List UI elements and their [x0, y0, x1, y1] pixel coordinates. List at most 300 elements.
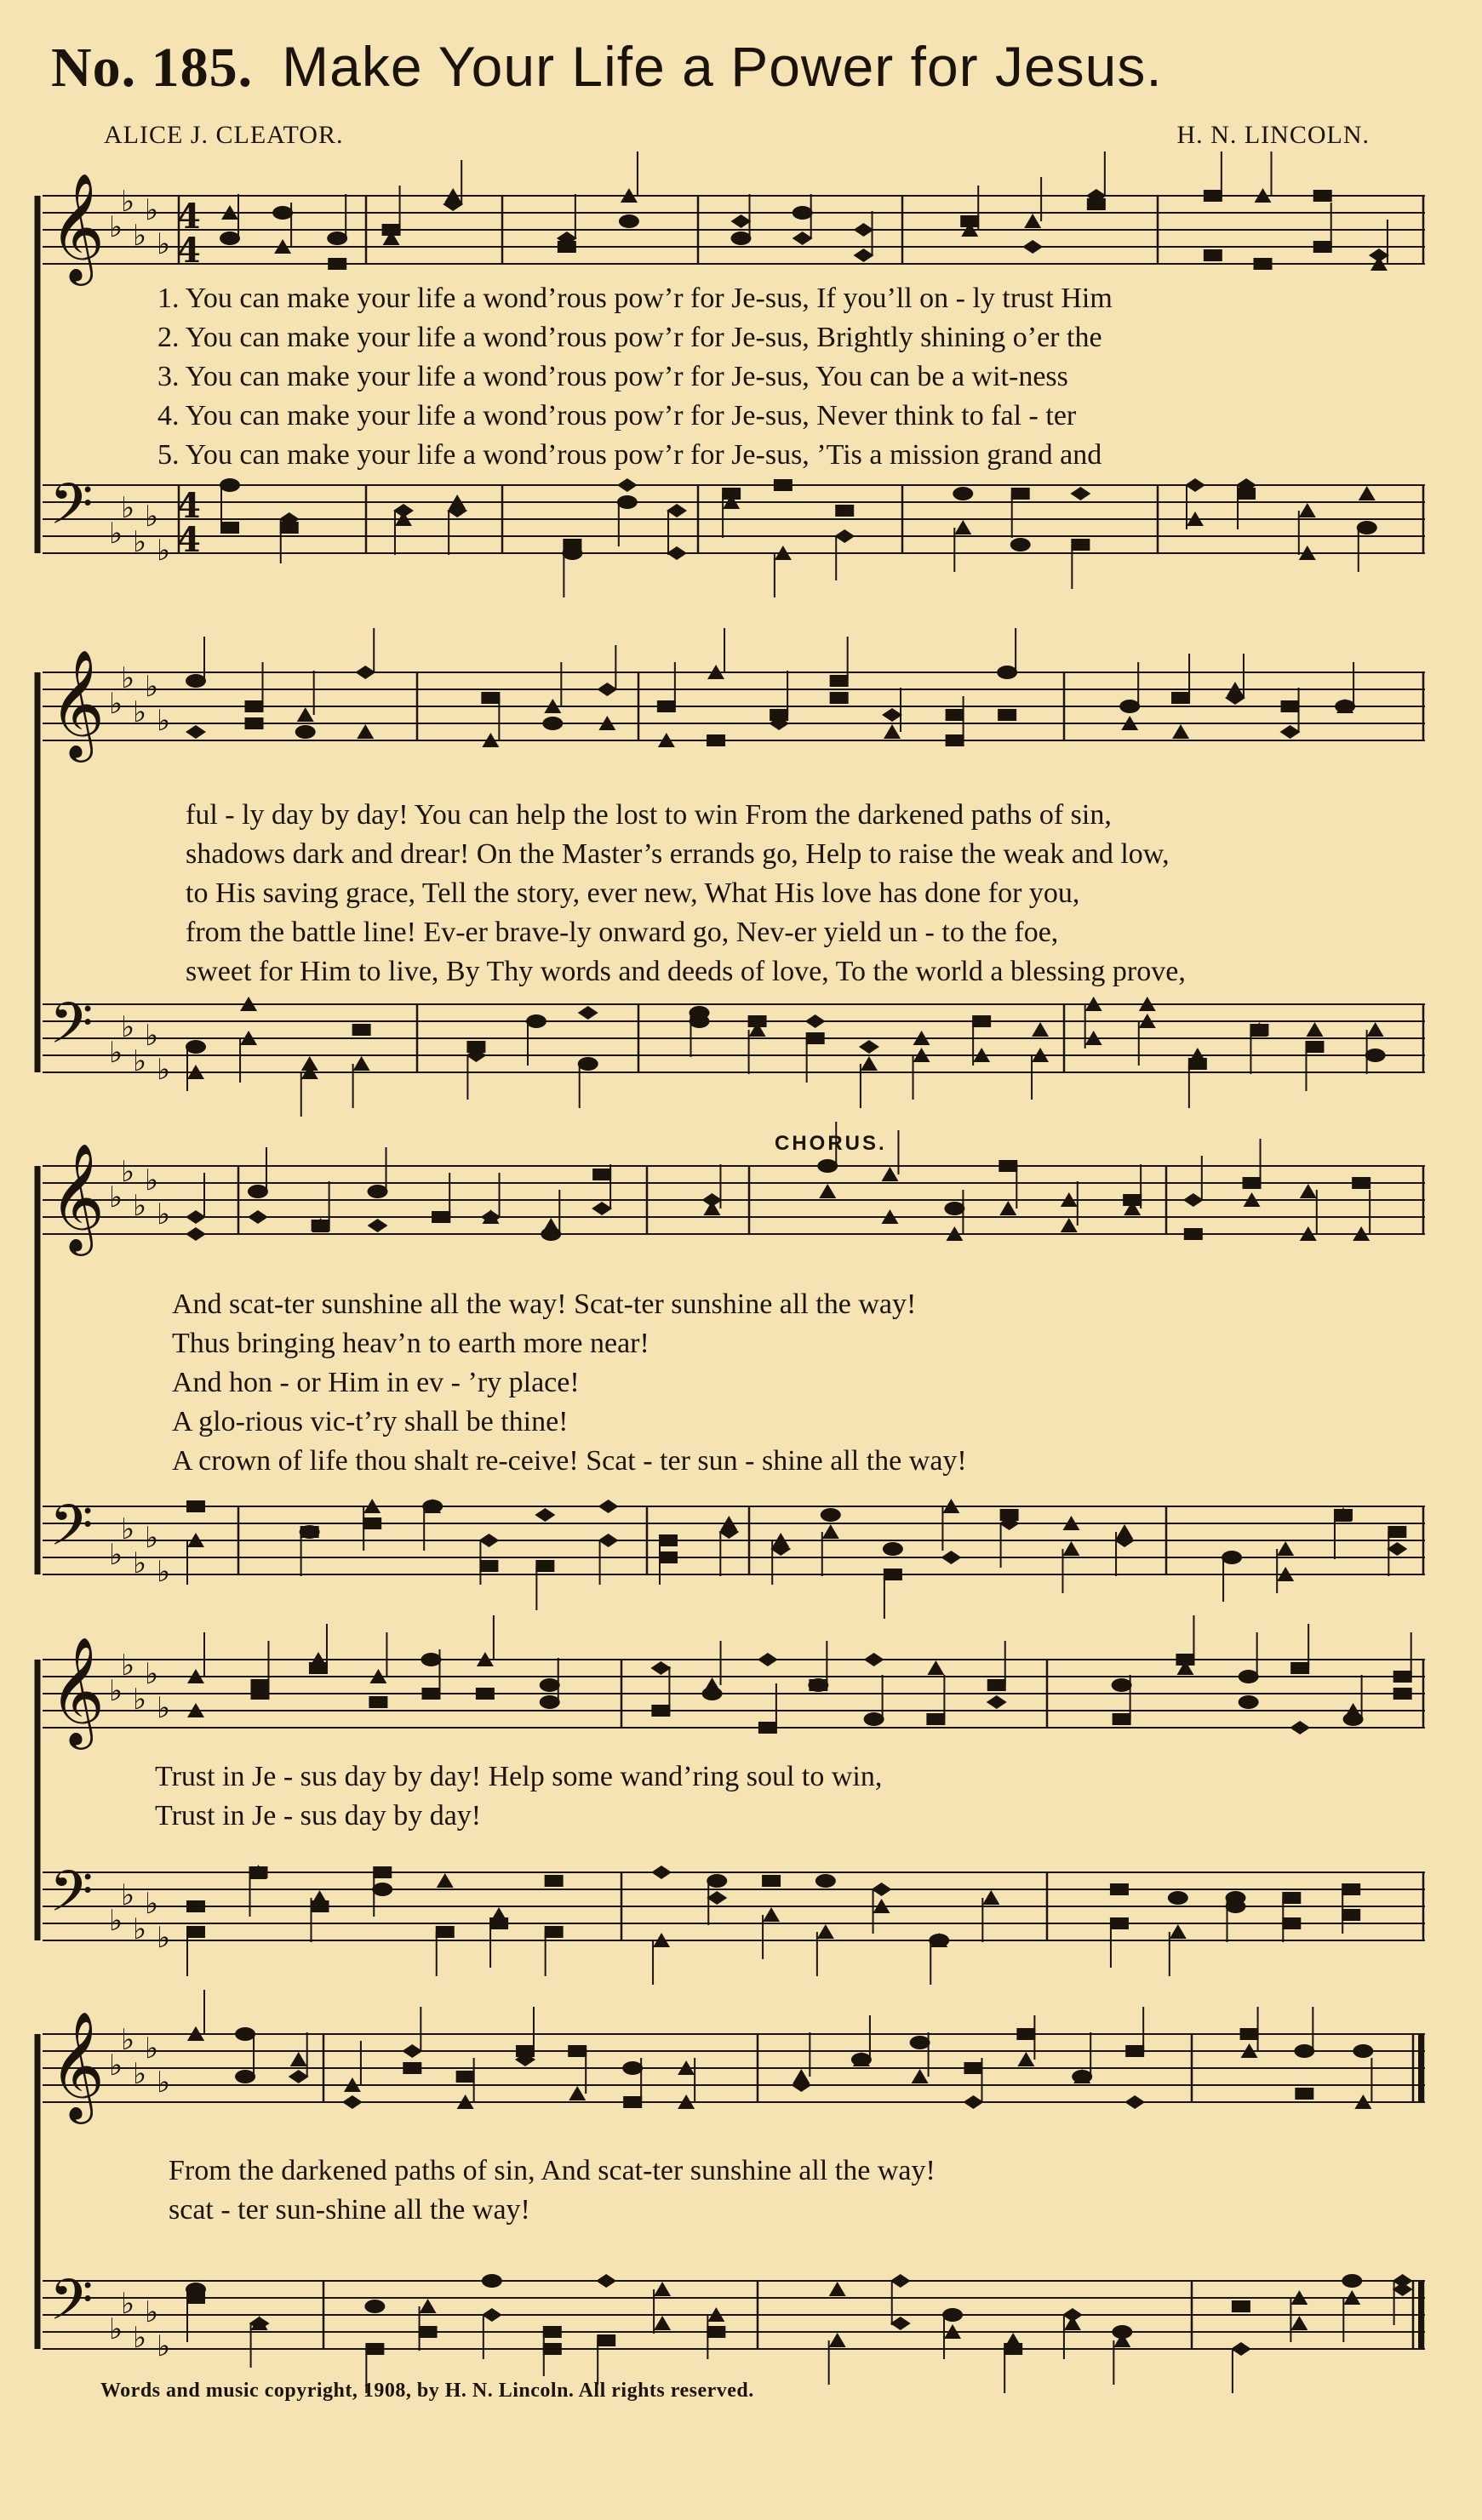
shape-note-head	[830, 692, 849, 704]
shape-note-head	[910, 2036, 930, 2049]
time-signature-bottom: 4	[177, 520, 201, 560]
shape-note-head	[912, 2069, 929, 2083]
flat-sign-icon: ♭	[157, 2066, 171, 2100]
lyric-line: And hon - or Him in ev - ’ry place!	[172, 1367, 580, 1398]
treble-staff	[43, 628, 1425, 763]
flat-sign-icon: ♭	[133, 525, 147, 559]
lyric-line: to His saving grace, Tell the story, ever new, What His love has done for you,	[186, 877, 1080, 909]
shape-note-head	[854, 249, 874, 262]
shape-note-head	[806, 1032, 825, 1044]
lyric-line: 4. You can make your life a wond’rous pow’r for Je-sus, Never think to fal - ter	[157, 400, 1077, 431]
shape-note-head	[244, 700, 263, 712]
lyric-line: 2. You can make your life a wond’rous pow’r for Je-sus, Brightly shining o’er the	[157, 322, 1102, 353]
shape-note-head	[1204, 190, 1222, 202]
shape-note-head	[1369, 249, 1389, 262]
shape-note-head	[667, 546, 687, 560]
shape-note-head	[881, 1167, 898, 1181]
shape-note-head	[1294, 2044, 1314, 2058]
shape-note-head	[1277, 1541, 1294, 1556]
flat-sign-icon: ♭	[133, 1189, 147, 1223]
shape-note-head	[657, 700, 676, 712]
shape-note-head	[998, 1160, 1017, 1172]
shape-note-head	[578, 1006, 598, 1020]
shape-note-head	[872, 1883, 892, 1896]
music-system-2	[26, 647, 1430, 1089]
shape-note-head	[365, 2343, 384, 2355]
shape-note-head	[1125, 2045, 1144, 2057]
shape-note-head	[890, 2317, 911, 2330]
shape-note-head	[731, 214, 752, 228]
shape-note-head	[235, 2027, 255, 2041]
shape-note-head	[792, 206, 813, 220]
shape-note-head	[1254, 258, 1273, 270]
shape-note-head	[815, 1874, 836, 1888]
shape-note-head	[707, 2326, 725, 2338]
shape-note-head	[758, 1653, 778, 1666]
shape-note-head	[953, 487, 973, 500]
final-bar-line	[1418, 2034, 1423, 2102]
shape-note-head	[301, 1056, 318, 1071]
shape-note-head	[220, 231, 240, 245]
flat-sign-icon: ♭	[133, 2057, 147, 2091]
shape-note-head	[884, 1569, 902, 1580]
shape-note-head	[1335, 700, 1355, 713]
shape-note-head	[1342, 1883, 1360, 1895]
flat-sign-icon: ♭	[121, 661, 135, 695]
lyric-line: And scat-ter sunshine all the way! Scat-ter sunshine all the way!	[172, 1289, 917, 1320]
shape-note-head	[1231, 2342, 1251, 2356]
shape-note-head	[882, 708, 902, 722]
shape-note-head	[808, 1678, 828, 1692]
shape-note-head	[432, 1211, 450, 1223]
shape-note-head	[1017, 2052, 1034, 2066]
shape-note-head	[300, 1525, 320, 1539]
shape-note-head	[342, 2095, 363, 2109]
flat-sign-icon: ♭	[121, 1512, 135, 1546]
bass-clef-icon: 𝄢	[49, 991, 94, 1070]
shape-note-head	[854, 223, 874, 237]
shape-note-head	[1024, 214, 1041, 228]
shape-note-head	[1243, 1177, 1262, 1189]
shape-note-head	[1170, 1924, 1187, 1939]
shape-note-head	[1022, 240, 1043, 254]
lyric-line: 3. You can make your life a wond’rous pow’r for Je-sus, You can be a wit-ness	[157, 361, 1068, 392]
shape-note-head	[363, 1517, 381, 1529]
bass-clef-icon: 𝄢	[49, 471, 94, 551]
flat-sign-icon: ♭	[145, 1521, 159, 1555]
shape-note-head	[1250, 1024, 1268, 1036]
flat-sign-icon: ♭	[145, 1657, 159, 1691]
shape-note-head	[248, 1185, 268, 1198]
shape-note-head	[1004, 2333, 1021, 2347]
shape-note-head	[1393, 1671, 1412, 1683]
lyric-line: 5. You can make your life a wond’rous pow’r for Je-sus, ’Tis a mission grand and	[157, 439, 1102, 471]
treble-clef-icon: 𝄞	[49, 2010, 106, 2119]
shape-note-head	[805, 1014, 826, 1028]
shape-note-head	[944, 1202, 964, 1215]
bass-staff	[43, 991, 1425, 1117]
shape-note-head	[482, 2274, 502, 2288]
shape-note-head	[707, 1891, 727, 1905]
chorus-label: CHORUS.	[775, 1132, 887, 1155]
shape-note-head	[598, 1534, 619, 1547]
bass-clef-icon: 𝄢	[49, 2267, 94, 2346]
shape-note-head	[578, 1057, 598, 1071]
lyric-line: ful - ly day by day! You can help the lost to win From the darkened paths of sin,	[186, 799, 1112, 831]
shape-note-head	[982, 1890, 999, 1905]
shape-note-head	[1290, 1662, 1309, 1674]
shape-note-head	[598, 1500, 619, 1513]
verse-lyrics-2	[186, 796, 1413, 991]
shape-note-head	[822, 1524, 839, 1539]
hymn-number: No. 185.	[51, 37, 254, 99]
shape-note-head	[1334, 1509, 1353, 1521]
shape-note-head	[972, 1015, 991, 1027]
flat-sign-icon: ♭	[133, 219, 147, 253]
shape-note-head	[1393, 2283, 1413, 2296]
shape-note-head	[1353, 2044, 1373, 2058]
shape-note-head	[701, 1193, 722, 1207]
final-bar-line	[1418, 2281, 1423, 2349]
bass-staff	[43, 1859, 1425, 1985]
shape-note-head	[1290, 1721, 1310, 1734]
shape-note-head	[478, 1534, 499, 1547]
shape-note-head	[998, 709, 1016, 721]
lyric-line: From the darkened paths of sin, And scat-ter sunshine all the way!	[169, 2155, 936, 2186]
shape-note-head	[373, 1866, 392, 1878]
flat-sign-icon: ♭	[121, 2287, 135, 2321]
shape-note-head	[1112, 1678, 1132, 1692]
shape-note-head	[864, 1712, 884, 1726]
shape-note-head	[220, 522, 239, 534]
shape-note-head	[1357, 521, 1377, 534]
shape-note-head	[1070, 487, 1090, 500]
chorus-lyrics-2	[155, 1757, 1413, 1836]
shape-note-head	[1290, 2316, 1307, 2330]
shape-note-head	[436, 1926, 455, 1938]
shape-note-head	[1124, 2095, 1145, 2109]
flat-sign-icon: ♭	[109, 1904, 123, 1938]
flat-sign-icon: ♭	[145, 500, 159, 534]
shape-note-head	[791, 2078, 811, 2092]
shape-note-head	[186, 725, 206, 739]
bass-staff	[43, 2267, 1425, 2393]
shape-note-head	[731, 231, 752, 245]
shape-note-head	[987, 1679, 1006, 1691]
shape-note-head	[1168, 1891, 1188, 1905]
bass-staff	[43, 471, 1425, 597]
shape-note-head	[927, 1660, 944, 1675]
shape-note-head	[1387, 1542, 1407, 1556]
flat-sign-icon: ♭	[133, 1912, 147, 1946]
lyric-line: A crown of life thou shalt re-ceive! Scat - ter sun - shine all the way!	[172, 1445, 967, 1477]
shape-note-head	[280, 522, 299, 534]
shape-note-head	[186, 1900, 205, 1912]
lyric-line: Trust in Je - sus day by day! Help some wand’ring soul to win,	[155, 1761, 883, 1792]
shape-note-head	[353, 1056, 370, 1071]
lyricist-credit: ALICE J. CLEATOR.	[104, 121, 344, 149]
shape-note-head	[456, 2071, 475, 2083]
flat-sign-icon: ♭	[145, 1019, 159, 1053]
shape-note-head	[597, 683, 617, 696]
flat-sign-icon: ♭	[145, 2031, 159, 2066]
shape-note-head	[357, 724, 374, 739]
shape-note-head	[545, 1875, 564, 1887]
music-system-1	[26, 170, 1430, 613]
flat-sign-icon: ♭	[157, 704, 171, 738]
shape-note-head	[702, 1687, 723, 1700]
shape-note-head	[328, 258, 346, 270]
flat-sign-icon: ♭	[121, 1878, 135, 1912]
shape-note-head	[946, 734, 964, 746]
hymn-title: Make Your Life a Power for Jesus.	[282, 35, 1163, 98]
shape-note-head	[890, 2274, 911, 2288]
shape-note-head	[1110, 1883, 1129, 1895]
shape-note-head	[186, 1926, 205, 1938]
shape-note-head	[421, 1653, 441, 1666]
shape-note-head	[312, 1220, 330, 1231]
shape-note-head	[1061, 1218, 1078, 1232]
time-signature-bottom: 4	[177, 231, 201, 271]
music-system-3	[26, 1132, 1430, 1609]
shape-note-head	[1367, 1022, 1384, 1037]
shape-note-head	[1342, 2274, 1362, 2288]
lyric-line: sweet for Him to live, By Thy words and deeds of love, To the world a blessing prove,	[186, 956, 1186, 987]
shape-note-head	[1282, 1917, 1301, 1929]
flat-sign-icon: ♭	[145, 1163, 159, 1197]
flat-sign-icon: ♭	[133, 1546, 147, 1580]
shape-note-head	[1171, 692, 1190, 704]
shape-note-head	[690, 1014, 710, 1028]
shape-note-head	[941, 1551, 961, 1564]
chorus-lyrics-3	[169, 2151, 1413, 2230]
shape-note-head	[1237, 488, 1256, 500]
shape-note-head	[186, 1500, 205, 1512]
shape-note-head	[1239, 1670, 1259, 1683]
shape-note-head	[883, 1542, 903, 1556]
shape-note-head	[479, 1560, 498, 1572]
shape-note-head	[817, 1924, 834, 1939]
shape-note-head	[563, 539, 581, 551]
flat-sign-icon: ♭	[145, 670, 159, 704]
shape-note-head	[987, 1695, 1007, 1709]
shape-note-head	[1365, 1049, 1386, 1062]
shape-note-head	[186, 2283, 206, 2296]
shape-note-head	[1062, 1541, 1079, 1556]
flat-sign-icon: ♭	[109, 517, 123, 551]
shape-note-head	[654, 2282, 671, 2296]
shape-note-head	[1087, 198, 1106, 210]
shape-note-head	[1342, 1909, 1360, 1921]
shape-note-head	[999, 1201, 1016, 1215]
shape-note-head	[597, 2334, 615, 2346]
shape-note-head	[651, 1866, 672, 1879]
shape-note-head	[368, 1185, 388, 1198]
shape-note-head	[250, 1688, 269, 1700]
shape-note-head	[1281, 700, 1300, 712]
flat-sign-icon: ♭	[157, 1197, 171, 1231]
shape-note-head	[421, 1688, 440, 1700]
shape-note-head	[619, 214, 639, 228]
shape-note-head	[1232, 2300, 1250, 2312]
flat-sign-icon: ♭	[157, 1053, 171, 1087]
shape-note-head	[355, 666, 375, 679]
shape-note-head	[248, 1210, 268, 1224]
lyric-line: A glo-rious vic-t’ry shall be thine!	[172, 1406, 569, 1437]
verse-lyrics-1	[157, 279, 1413, 475]
treble-staff	[43, 151, 1425, 286]
shape-note-head	[1114, 1534, 1135, 1547]
composer-credit: H. N. LINCOLN.	[1176, 121, 1370, 149]
treble-clef-icon: 𝄞	[49, 649, 106, 757]
shape-note-head	[1388, 1526, 1406, 1538]
shape-note-head	[1393, 1688, 1412, 1700]
shape-note-head	[617, 495, 638, 509]
shape-note-head	[1016, 2028, 1035, 2040]
shape-note-head	[1110, 1917, 1129, 1929]
shape-note-head	[622, 2061, 643, 2075]
shape-note-head	[482, 2308, 502, 2322]
lyric-line: from the battle line! Ev-er brave-ly onward go, Nev-er yield un - to the foe,	[186, 917, 1059, 948]
flat-sign-icon: ♭	[121, 1010, 135, 1044]
shape-note-head	[821, 1508, 841, 1522]
flat-sign-icon: ♭	[157, 2329, 171, 2363]
shape-note-head	[762, 1875, 781, 1887]
shape-note-head	[526, 1014, 546, 1028]
flat-sign-icon: ♭	[109, 210, 123, 244]
flat-sign-icon: ♭	[109, 2312, 123, 2346]
shape-note-head	[1295, 2088, 1313, 2100]
shape-note-head	[654, 2316, 671, 2330]
shape-note-head	[835, 505, 854, 517]
flat-sign-icon: ♭	[157, 534, 171, 568]
treble-staff	[43, 1122, 1425, 1256]
shape-note-head	[1204, 249, 1222, 261]
shape-note-head	[1282, 1892, 1301, 1904]
shape-note-head	[707, 734, 725, 746]
treble-staff	[43, 1990, 1425, 2124]
shape-note-head	[1185, 478, 1205, 492]
shape-note-head	[623, 2096, 642, 2108]
shape-note-head	[926, 1713, 945, 1725]
shape-note-head	[186, 1040, 206, 1054]
bass-staff	[43, 1493, 1425, 1619]
shape-note-head	[884, 724, 901, 739]
shape-note-head	[297, 707, 314, 722]
treble-staff	[43, 1615, 1425, 1750]
flat-sign-icon: ♭	[121, 1155, 135, 1189]
shape-note-head	[1313, 190, 1332, 202]
shape-note-head	[1183, 1193, 1204, 1207]
shape-note-head	[402, 2044, 422, 2058]
shape-note-head	[964, 2062, 982, 2074]
shape-note-head	[558, 241, 576, 253]
shape-note-head	[774, 479, 792, 491]
shape-note-head	[748, 1015, 767, 1027]
shape-note-head	[659, 1534, 678, 1546]
shape-note-head	[466, 1041, 485, 1053]
shape-note-head	[364, 2300, 385, 2313]
lyric-line: 1. You can make your life a wond’rous pow’r for Je-sus, If you’ll on - ly trust Him	[157, 283, 1113, 314]
shape-note-head	[1306, 1022, 1323, 1037]
lyric-line: shadows dark and drear! On the Master’s errands go, Help to raise the weak and low,	[186, 838, 1170, 870]
shape-note-head	[545, 1926, 564, 1938]
title-row	[51, 34, 1447, 111]
lyric-line: scat - ter sun-shine all the way!	[169, 2194, 530, 2226]
flat-sign-icon: ♭	[121, 2023, 135, 2057]
flat-sign-icon: ♭	[121, 185, 135, 219]
shape-note-head	[540, 1695, 560, 1709]
treble-clef-icon: 𝄞	[49, 1142, 106, 1251]
flat-sign-icon: ♭	[145, 193, 159, 227]
shape-note-head	[1172, 724, 1189, 739]
shape-note-head	[186, 1227, 206, 1241]
shape-note-head	[369, 1696, 387, 1708]
treble-clef-icon: 𝄞	[49, 1636, 106, 1745]
shape-note-head	[758, 1722, 777, 1734]
shape-note-head	[946, 709, 964, 721]
shape-note-head	[1226, 1900, 1246, 1913]
shape-note-head	[834, 529, 855, 543]
shape-note-head	[942, 2308, 963, 2322]
flat-sign-icon: ♭	[121, 1649, 135, 1683]
shape-note-head	[490, 1907, 507, 1922]
shape-note-head	[861, 1056, 878, 1071]
shape-note-head	[829, 2282, 846, 2296]
shape-note-head	[543, 2326, 562, 2338]
time-signature-top: 4	[177, 197, 201, 237]
shape-note-head	[650, 1661, 671, 1675]
shape-note-head	[960, 215, 979, 227]
shape-note-head	[592, 1202, 612, 1215]
shape-note-head	[829, 2333, 846, 2347]
copyright-notice: Words and music copyright, 1908, by H. N. Lincoln. All rights reserved.	[100, 2380, 754, 2402]
flat-sign-icon: ♭	[109, 1036, 123, 1070]
flat-sign-icon: ♭	[157, 227, 171, 261]
shape-note-head	[864, 1653, 884, 1666]
flat-sign-icon: ♭	[121, 491, 135, 525]
shape-note-head	[830, 675, 849, 687]
shape-note-head	[290, 2052, 307, 2066]
shape-note-head	[859, 1040, 879, 1054]
shape-note-head	[1280, 725, 1301, 739]
shape-note-head	[1064, 2316, 1081, 2330]
shape-note-head	[352, 1024, 371, 1036]
flat-sign-icon: ♭	[133, 2321, 147, 2355]
flat-sign-icon: ♭	[157, 1691, 171, 1725]
flat-sign-icon: ♭	[133, 1683, 147, 1717]
shape-note-head	[220, 478, 240, 492]
shape-note-head	[954, 520, 971, 534]
flat-sign-icon: ♭	[145, 1887, 159, 1921]
shape-note-head	[1112, 2325, 1132, 2339]
shape-note-head	[422, 1500, 443, 1513]
lyric-line: Trust in Je - sus day by day!	[155, 1800, 482, 1831]
shape-note-head	[543, 2343, 562, 2355]
shape-note-head	[310, 1900, 329, 1912]
shape-note-head	[963, 2095, 983, 2109]
shape-note-head	[1352, 1177, 1370, 1189]
shape-note-head	[272, 206, 293, 220]
shape-note-head	[817, 1159, 838, 1173]
flat-sign-icon: ♭	[109, 1180, 123, 1214]
flat-sign-icon: ♭	[133, 1044, 147, 1078]
shape-note-head	[476, 1688, 495, 1700]
bass-clef-icon: 𝄢	[49, 1493, 94, 1572]
shape-note-head	[596, 2274, 616, 2288]
flat-sign-icon: ♭	[109, 687, 123, 721]
shape-note-head	[368, 1219, 388, 1232]
